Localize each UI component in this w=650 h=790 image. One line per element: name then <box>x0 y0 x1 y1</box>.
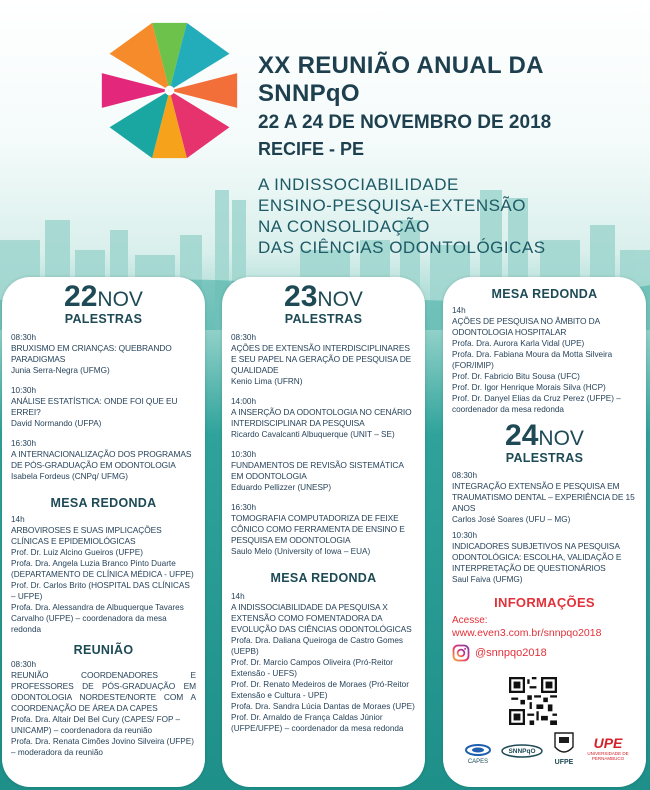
sponsor-label: UFPE <box>554 759 574 766</box>
talk-item <box>452 530 637 585</box>
sponsor-snnpqo <box>499 743 545 755</box>
panel-time: 14h <box>452 306 466 315</box>
day-month: NOV <box>538 427 584 450</box>
talk-item <box>11 438 196 482</box>
day-24-card <box>443 277 646 787</box>
panel-time: 14h <box>231 592 245 601</box>
instagram-row[interactable] <box>452 644 637 662</box>
panel-person: Profa. Dra. Daliana Queiroga de Castro Gomes (UEPB) <box>231 636 404 656</box>
talk-title: TOMOGRAFIA COMPUTADORIZA DE FEIXE CÔNICO COMO FERRAMENTA DE ENSINO E PESQUISA EM ODONTOLOGIA <box>231 513 405 545</box>
talk-speaker: Saulo Melo (University of Iowa – EUA) <box>231 547 371 556</box>
event-theme <box>258 174 638 258</box>
panel-item <box>11 514 196 635</box>
panel-title: ARBOVIROSES E SUAS IMPLICAÇÕES CLÍNICAS E EPIDEMIOLÓGICAS <box>11 525 162 546</box>
panel-title: A INDISSOCIABILIDADE DA PESQUISA X EXTENSÃO COMO FOMENTADORA DA EVOLUÇÃO DAS CIÊNCIAS ODONTOLÓGICAS <box>231 602 412 634</box>
day-23-card <box>222 277 425 787</box>
talk-speaker: Eduardo Pellizzer (UNESP) <box>231 483 332 492</box>
sponsor-ufpe <box>551 731 577 766</box>
day-24-heading <box>452 419 637 453</box>
access-label: Acesse: <box>452 615 488 626</box>
panel-person: Prof. Dr. Renato Medeiros de Moraes (Pró-Reitor Extensão e Cultura - UPE) <box>231 680 409 700</box>
day-22-card <box>2 277 205 787</box>
panel-person: Profa. Dra. Aurora Karla Vidal (UPE) <box>452 339 585 348</box>
theme-line: A INDISSOCIABILIDADE <box>258 175 459 194</box>
panel-item <box>231 591 416 734</box>
talk-speaker: Kenio Lima (UFRN) <box>231 377 303 386</box>
section-palestras: PALESTRAS <box>505 451 584 465</box>
panel-person: Prof. Dr. Arnaldo de França Caldas Júnior (UFPE/UFPE) – coordenador da mesa redonda <box>231 713 404 733</box>
event-header <box>258 52 638 258</box>
talk-item <box>231 332 416 387</box>
talk-speaker: Saul Faiva (UFMG) <box>452 575 523 584</box>
talk-title: A INTERNACIONALIZAÇÃO DOS PROGRAMAS DE PÓS-GRADUAÇÃO EM ODONTOLOGIA <box>11 449 192 470</box>
day-number: 22 <box>64 280 98 313</box>
day-23-heading <box>231 280 416 314</box>
section-reuniao: REUNIÃO <box>73 643 134 657</box>
meeting-item <box>11 659 196 758</box>
instagram-handle: @snnpqo2018 <box>475 646 547 659</box>
sponsor-upe <box>585 735 631 761</box>
talk-title: A INSERÇÃO DA ODONTOLOGIA NO CENÁRIO INTERDISCIPLINAR DA PESQUISA <box>231 407 412 428</box>
theme-line: NA CONSOLIDAÇÃO <box>258 217 430 236</box>
panel-time: 14h <box>11 515 25 524</box>
talk-speaker: Carlos José Soares (UFU – MG) <box>452 515 571 524</box>
talk-item <box>231 502 416 557</box>
day-number: 24 <box>505 419 539 452</box>
day-22-heading <box>11 280 196 314</box>
talk-title: FUNDAMENTOS DE REVISÃO SISTEMÁTICA EM ODONTOLOGIA <box>231 460 404 481</box>
talk-time: 08:30h <box>11 333 37 342</box>
panel-person: Profa. Dra. Fabiana Moura da Motta Silveira (FOR/IMIP) <box>452 350 613 370</box>
section-palestras: PALESTRAS <box>64 312 143 326</box>
talk-time: 16:30h <box>11 439 37 448</box>
meeting-person: Profa. Dra. Renata Cimões Jovino Silveira (UFPE) – moderadora da reunião <box>11 737 194 757</box>
talk-speaker: Isabela Fordeus (CNPq/ UFMG) <box>11 472 128 481</box>
panel-item <box>452 305 637 415</box>
section-mesa-redonda: MESA REDONDA <box>491 287 598 301</box>
talk-time: 16:30h <box>231 503 257 512</box>
talk-title: INDICADORES SUBJETIVOS NA PESQUISA ODONTOLÓGICA: ESCOLHA, VALIDAÇÃO E INTERPRETAÇÃO DE QUESTIONÁRIOS <box>452 541 622 573</box>
day-month: NOV <box>97 288 143 311</box>
talk-speaker: Junia Serra-Negra (UFMG) <box>11 366 110 375</box>
panel-person: Prof. Dr. Fabricio Bitu Sousa (UFC) <box>452 372 580 381</box>
talk-speaker: David Normando (UFPA) <box>11 419 102 428</box>
meeting-time: 08:30h <box>11 660 37 669</box>
talk-item <box>452 470 637 525</box>
day-number: 23 <box>284 280 318 313</box>
panel-person: Profa. Dra. Sandra Lúcia Dantas de Moraes (UPE) <box>231 702 415 711</box>
talk-speaker: Ricardo Cavalcanti Albuquerque (UNIT – SE) <box>231 430 395 439</box>
event-title: XX REUNIÃO ANUAL DA SNNPqO <box>258 52 543 107</box>
talk-time: 08:30h <box>452 471 478 480</box>
section-mesa-redonda: MESA REDONDA <box>50 496 157 510</box>
meeting-person: Profa. Dra. Altair Del Bel Cury (CAPES/ FOP – UNICAMP) – coordenadora da reunião <box>11 715 181 735</box>
talk-time: 08:30h <box>231 333 257 342</box>
section-palestras: PALESTRAS <box>284 312 363 326</box>
theme-line: DAS CIÊNCIAS ODONTOLÓGICAS <box>258 238 546 257</box>
panel-person: Prof. Dr. Danyel Elias da Cruz Perez (UFPE) – coordenador da mesa redonda <box>452 394 621 414</box>
talk-title: INTEGRAÇÃO EXTENSÃO E PESQUISA EM TRAUMATISMO DENTAL – EXPERIÊNCIA DE 15 ANOS <box>452 481 635 513</box>
theme-line: ENSINO-PESQUISA-EXTENSÃO <box>258 196 526 215</box>
panel-person: Prof. Dr. Marcio Campos Oliveira (Pró-Reitor Extensão - UEFS) <box>231 658 393 678</box>
talk-item <box>11 385 196 429</box>
talk-time: 14:00h <box>231 397 257 406</box>
panel-person: Prof. Dr. Carlos Brito (HOSPITAL DAS CLÍNICAS – UFPE) <box>11 581 190 601</box>
talk-item <box>11 332 196 376</box>
talk-title: AÇÕES DE EXTENSÃO INTERDISCIPLINARES E SEU PAPEL NA GERAÇÃO DE PESQUISA DE QUALIDADE <box>231 343 412 375</box>
qr-code-icon[interactable] <box>509 677 557 725</box>
talk-item <box>231 449 416 493</box>
talk-title: BRUXISMO EM CRIANÇAS: QUEBRANDO PARADIGMAS <box>11 343 172 364</box>
panel-person: Prof. Dr. Igor Henrique Morais Silva (HCP) <box>452 383 606 392</box>
upe-logo-text: UPE <box>593 735 623 751</box>
day-month: NOV <box>317 288 363 311</box>
capes-logo-icon <box>464 743 492 757</box>
section-mesa-redonda: MESA REDONDA <box>270 571 377 585</box>
talk-time: 10:30h <box>452 531 478 540</box>
sponsor-capes <box>463 743 493 765</box>
info-heading: INFORMAÇÕES <box>494 595 595 610</box>
event-city: RECIFE - PE <box>258 139 365 159</box>
sponsor-label: UNIVERSIDADE DE PERNAMBUCO <box>587 751 629 761</box>
talk-title: ANÁLISE ESTATÍSTICA: ONDE FOI QUE EU ERREI? <box>11 396 178 417</box>
ufpe-crest-icon <box>553 731 575 757</box>
sponsor-label: CAPES <box>467 759 489 765</box>
panel-person: Profa. Dra. Alessandra de Albuquerque Tavares Carvalho (UFPE) – coordenadora da mesa redonda <box>11 603 184 634</box>
website-link[interactable]: www.even3.com.br/snnpqo2018 <box>452 627 602 639</box>
talk-item <box>231 396 416 440</box>
sponsor-label: SNNPqO <box>508 748 536 755</box>
panel-person: Prof. Dr. Luiz Alcino Gueiros (UFPE) <box>11 548 143 557</box>
event-dates: 22 A 24 DE NOVEMBRO DE 2018 <box>258 112 552 133</box>
talk-time: 10:30h <box>231 450 257 459</box>
snnpqo-logo-icon <box>97 18 242 163</box>
talk-time: 10:30h <box>11 386 37 395</box>
instagram-icon <box>452 644 470 662</box>
meeting-title: REUNIÃO COORDENADORES E PROFESSORES DE PÓS-GRADUAÇÃO EM ODONTOLOGIA NORDESTE/NORTE COM A COORDENAÇÃO DE ÁREA DA CAPES <box>11 670 196 713</box>
panel-title: AÇÕES DE PESQUISA NO ÂMBITO DA ODONTOLOGIA HOSPITALAR <box>452 316 600 337</box>
panel-person: Profa. Dra. Angela Luzia Branco Pinto Duarte (DEPARTAMENTO DE CLÍNICA MÉDICA - UFPE) <box>11 559 194 579</box>
